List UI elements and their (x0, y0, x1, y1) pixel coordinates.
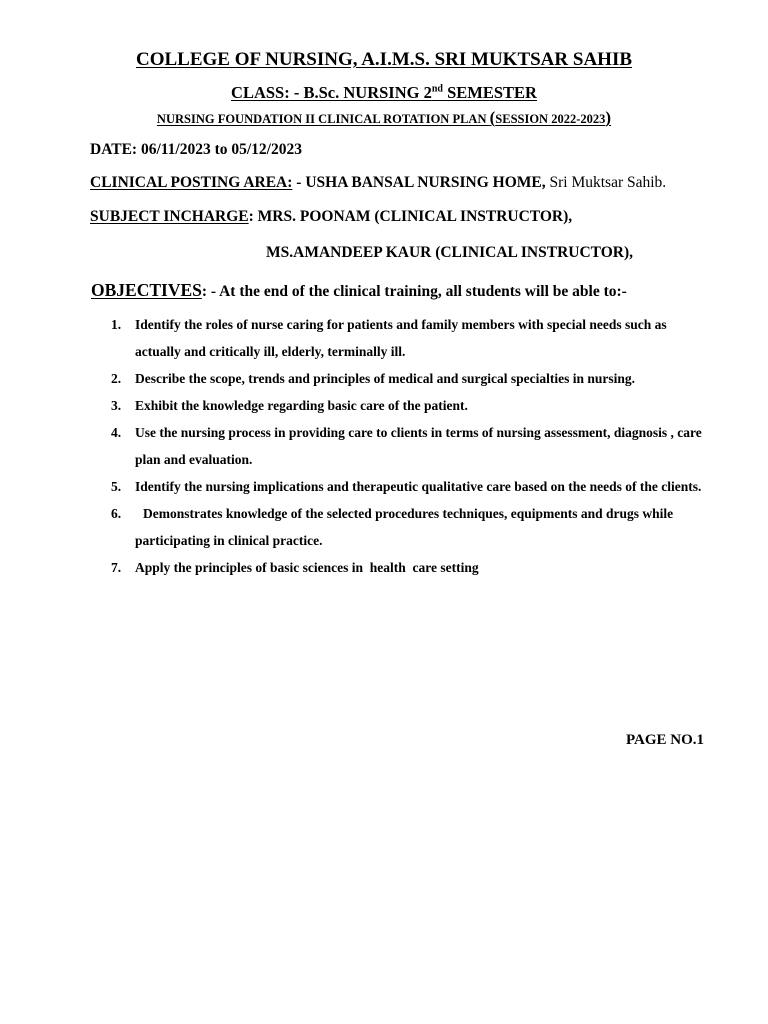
list-item-text: Identify the roles of nurse caring for patients and family members with special needs such as actually and critically ill, elderly, terminally ill. (135, 317, 667, 359)
subject-value: : MRS. POONAM (CLINICAL INSTRUCTOR), (248, 208, 573, 225)
class-heading (0, 83, 768, 103)
class-superscript: nd (431, 83, 443, 95)
objectives-colon: : (201, 283, 208, 300)
list-item-text: Identify the nursing implications and therapeutic qualitative care based on the needs of the clients. (135, 479, 702, 494)
subject-label: SUBJECT INCHARGE (90, 208, 249, 225)
clinical-posting-area-line (90, 174, 666, 192)
class-prefix: CLASS: - B.Sc. NURSING 2 (231, 83, 432, 102)
class-suffix: SEMESTER (442, 83, 537, 102)
plan-session: SESSION 2022-2023 (495, 112, 606, 126)
college-title: COLLEGE OF NURSING, A.I.M.S. SRI MUKTSAR SAHIB (135, 49, 633, 70)
list-item-text: Exhibit the knowledge regarding basic care of the patient. (135, 398, 468, 413)
list-item-number: 3. (111, 398, 122, 413)
list-item-text: Apply the principles of basic sciences in health care setting (135, 560, 479, 575)
list-item-text: Describe the scope, trends and principles of medical and surgical specialties in nursing. (135, 371, 636, 386)
area-label: CLINICAL POSTING AREA: (90, 174, 293, 191)
date-line: DATE: 06/11/2023 to 05/12/2023 (90, 141, 302, 158)
list-item (111, 473, 711, 500)
list-item (111, 365, 711, 392)
list-item-text: Demonstrates knowledge of the selected procedures techniques, equipments and drugs while participating in clinical practice. (135, 506, 674, 548)
list-item-number: 2. (111, 371, 122, 386)
subject-incharge-line (90, 208, 572, 226)
list-item (111, 419, 711, 473)
list-item-number: 7. (111, 560, 122, 575)
plan-open-paren: ( (489, 108, 496, 127)
objectives-label: OBJECTIVES (91, 280, 202, 300)
list-item-number: 1. (111, 317, 122, 332)
list-item-number: 4. (111, 425, 122, 440)
objectives-list (111, 311, 711, 581)
list-item-text: Use the nursing process in providing care to clients in terms of nursing assessment, diagnosis , care plan and evaluation. (135, 425, 702, 467)
area-value: - USHA BANSAL NURSING HOME, (292, 174, 546, 191)
area-city: Sri Muktsar Sahib. (545, 174, 667, 191)
list-item-number: 5. (111, 479, 122, 494)
subject-incharge-line-2: MS.AMANDEEP KAUR (CLINICAL INSTRUCTOR), (266, 244, 634, 261)
list-item (111, 500, 711, 554)
list-item (111, 554, 711, 581)
list-item (111, 392, 711, 419)
list-item-number: 6. (111, 506, 122, 521)
rotation-plan-heading (0, 108, 768, 128)
plan-prefix: NURSING FOUNDATION II CLINICAL ROTATION PLAN (156, 112, 490, 126)
plan-close-paren: ) (605, 108, 612, 127)
list-item (111, 311, 711, 365)
objectives-intro: - At the end of the clinical training, all students will be able to:- (207, 283, 627, 300)
objectives-line (91, 280, 627, 301)
page-number: PAGE NO.1 (626, 732, 705, 748)
